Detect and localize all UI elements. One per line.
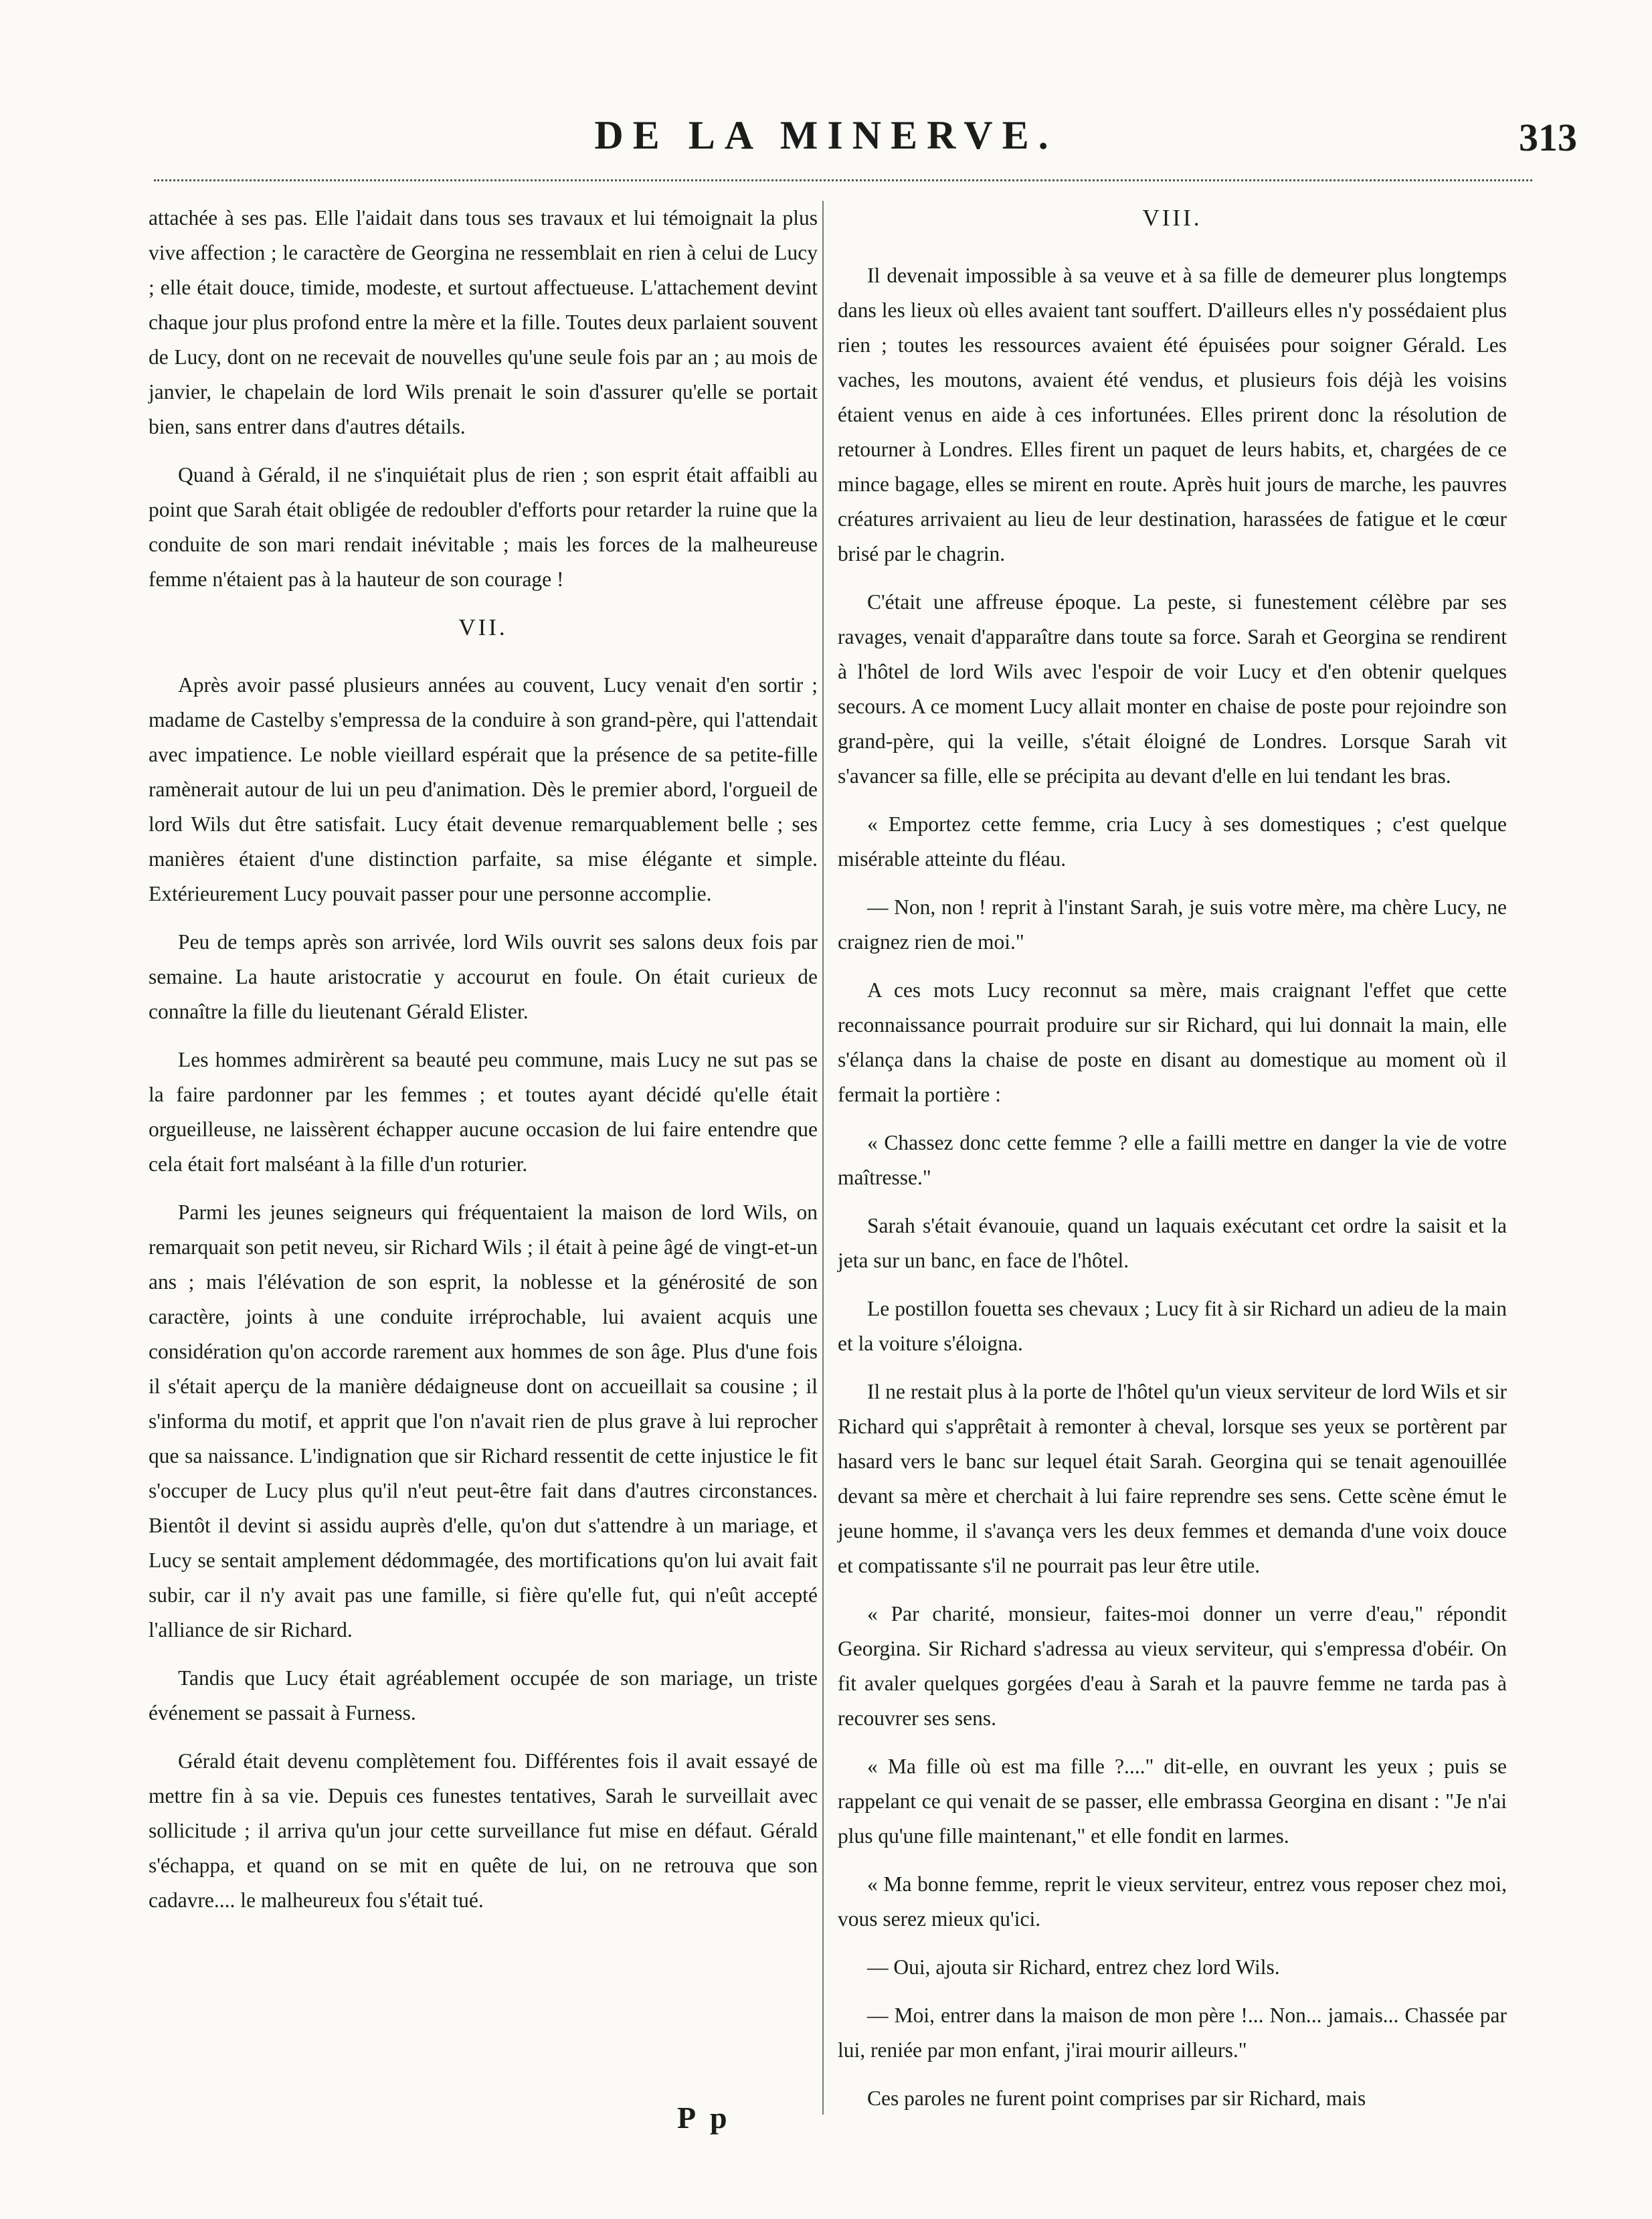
paragraph: Sarah s'était évanouie, quand un laquais exécutant cet ordre la saisit et la jeta sur un banc, en face de l'hôtel. (838, 1214, 1507, 1272)
paragraph: A ces mots Lucy reconnut sa mère, mais craignant l'effet que cette reconnaissance pourrait produire sur sir Richard, qui lui donnait la main, elle s'élança dans la chaise de poste en disant au domestique au moment où il fermait la portière : (838, 978, 1507, 1106)
paragraph: — Moi, entrer dans la maison de mon père !... Non... jamais... Chassée par lui, reniée par mon enfant, j'irai mourir ailleurs." (838, 2004, 1507, 2062)
left-column (149, 201, 818, 1931)
paragraph: Il devenait impossible à sa veuve et à sa fille de demeurer plus longtemps dans les lieux où elles avaient tant souffert. D'ailleurs elles n'y possédaient plus rien ; toutes les ressources avaient été épuisées pour soigner Gérald. Les vaches, les moutons, avaient été vendus, et plusieurs fois déjà les voisins étaient venus en aide à ces infortunées. Elles prirent donc la résolution de retourner à Londres. Elles firent un paquet de leurs habits, et, chargées de ce mince bagage, elles se mirent en route. Après huit jours de marche, les pauvres créatures arrivaient au lieu de leur destination, harassées de fatigue et le cœur brisé par le chagrin. (838, 264, 1507, 565)
paragraph: C'était une affreuse époque. La peste, si funestement célèbre par ses ravages, venait d'apparaître dans toute sa force. Sarah et Georgina se rendirent à l'hôtel de lord Wils avec l'espoir de voir Lucy et d'en obtenir quelques secours. A ce moment Lucy allait monter en chaise de poste pour rejoindre son grand-père, qui la veille, s'était éloigné de Londres. Lorsque Sarah vit s'avancer sa fille, elle se précipita au devant d'elle en lui tendant les bras. (838, 590, 1507, 788)
column-divider (822, 201, 824, 2115)
paragraph: Parmi les jeunes seigneurs qui fréquentaient la maison de lord Wils, on remarquait son petit neveu, sir Richard Wils ; il était à peine âgé de vingt-et-un ans ; mais l'élévation de son esprit, la noblesse et la générosité de son caractère, joints à une conduite irréprochable, lui avaient acquis une considération qu'on accorde rarement aux hommes de son âge. Plus d'une fois il s'était aperçu de la manière dédaigneuse dont on accueillait sa cousine ; il s'informa du motif, et apprit que l'on n'avait rien de plus grave à lui reprocher que sa naissance. L'indignation que sir Richard ressentit de cette injustice le fit s'occuper de Lucy plus qu'il n'eut peut-être fait dans d'autres circonstances. Bientôt il devint si assidu auprès d'elle, qu'on dut s'attendre à un mariage, et Lucy se sentait amplement dédommagée, des mortifications qu'on lui avait fait subir, car il n'y avait pas une famille, si fière qu'elle fut, qui n'eût accepté l'alliance de sir Richard. (149, 1201, 818, 1641)
section-heading-viii: VIII. (1142, 205, 1202, 231)
paragraph: — Oui, ajouta sir Richard, entrez chez lord Wils. (867, 1955, 1280, 1979)
paragraph: Il ne restait plus à la porte de l'hôtel qu'un vieux serviteur de lord Wils et sir Richard qui s'apprêtait à remonter à cheval, lorsque ses yeux se portèrent par hasard vers le banc sur lequel était Sarah. Georgina qui se tenait agenouillée devant sa mère et cherchait à lui faire reprendre ses sens. Cette scène émut le jeune homme, il s'avança vers les deux femmes et demanda d'une voix douce et compatissante s'il ne pourrait pas leur être utile. (838, 1380, 1507, 1577)
paragraph: attachée à ses pas. Elle l'aidait dans tous ses travaux et lui témoignait la plus vive affection ; le caractère de Georgina ne ressemblait en rien à celui de Lucy ; elle était douce, timide, modeste, et surtout affectueuse. L'attachement devint chaque jour plus profond entre la mère et la fille. Toutes deux parlaient souvent de Lucy, dont on ne recevait de nouvelles qu'une seule fois par an ; au mois de janvier, le chapelain de lord Wils prenait le soin d'assurer qu'elle se portait bien, sans entrer dans d'autres détails. (149, 206, 818, 438)
paragraph: Après avoir passé plusieurs années au couvent, Lucy venait d'en sortir ; madame de Castelby s'empressa de la conduire à son grand-père, qui l'attendait avec impatience. Le noble vieillard espérait que la présence de sa petite-fille ramènerait autour de lui un peu d'animation. Dès le premier abord, l'orgueil de lord Wils dut être satisfait. Lucy était devenue remarquablement belle ; ses manières étaient d'une distinction parfaite, sa mise élégante et simple. Extérieurement Lucy pouvait passer pour une personne accomplie. (149, 673, 818, 905)
page-number: 313 (1519, 116, 1577, 159)
paragraph: « Chassez donc cette femme ? elle a failli mettre en danger la vie de votre maîtresse." (838, 1131, 1507, 1189)
signature-mark: P p (677, 2101, 731, 2135)
paragraph: « Ma fille où est ma fille ?...." dit-elle, en ouvrant les yeux ; puis se rappelant ce qui venait de se passer, elle embrassa Georgina en disant : "Je n'ai plus qu'une fille maintenant," et elle fondit en larmes. (838, 1755, 1507, 1848)
paragraph: — Non, non ! reprit à l'instant Sarah, je suis votre mère, ma chère Lucy, ne craignez rien de moi." (838, 895, 1507, 954)
paragraph: « Emportez cette femme, cria Lucy à ses domestiques ; c'est quelque misérable atteinte du fléau. (838, 812, 1507, 871)
paragraph: « Par charité, monsieur, faites-moi donner un verre d'eau," répondit Georgina. Sir Richard s'adressa au vieux serviteur, qui s'empressa d'obéir. On fit avaler quelques gorgées d'eau à Sarah et la pauvre femme ne tarda pas à recouvrer ses sens. (838, 1602, 1507, 1730)
paragraph: « Ma bonne femme, reprit le vieux serviteur, entrez vous reposer chez moi, vous serez mieux qu'ici. (838, 1872, 1507, 1931)
paragraph: Le postillon fouetta ses chevaux ; Lucy fit à sir Richard un adieu de la main et la voiture s'éloigna. (838, 1297, 1507, 1355)
header-rule (154, 179, 1532, 181)
paragraph: Peu de temps après son arrivée, lord Wils ouvrit ses salons deux fois par semaine. La haute aristocratie y accourut en foule. On était curieux de connaître la fille du lieutenant Gérald Elister. (149, 930, 818, 1023)
paragraph: Ces paroles ne furent point comprises par sir Richard, mais (867, 2087, 1366, 2110)
section-heading-vii: VII. (458, 614, 508, 640)
paragraph: Tandis que Lucy était agréablement occupée de son mariage, un triste événement se passait à Furness. (149, 1666, 818, 1724)
right-column (838, 201, 1507, 2129)
running-title: DE LA MINERVE. (594, 113, 1058, 157)
paragraph: Les hommes admirèrent sa beauté peu commune, mais Lucy ne sut pas se la faire pardonner par les femmes ; et toutes ayant décidé qu'elle était orgueilleuse, ne laissèrent échapper aucune occasion de lui faire entendre que cela était fort malséant à la fille d'un roturier. (149, 1048, 818, 1176)
paragraph: Gérald était devenu complètement fou. Différentes fois il avait essayé de mettre fin à sa vie. Depuis ces funestes tentatives, Sarah le surveillait avec sollicitude ; il arriva qu'un jour cette surveillance fut mise en défaut. Gérald s'échappa, et quand on se mit en quête de lui, on ne retrouva que son cadavre.... le malheureux fou s'était tué. (149, 1749, 818, 1912)
paragraph: Quand à Gérald, il ne s'inquiétait plus de rien ; son esprit était affaibli au point que Sarah était obligée de redoubler d'efforts pour retarder la ruine que la conduite de son mari rendait inévitable ; mais les forces de la malheureuse femme n'étaient pas à la hauteur de son courage ! (149, 463, 818, 591)
